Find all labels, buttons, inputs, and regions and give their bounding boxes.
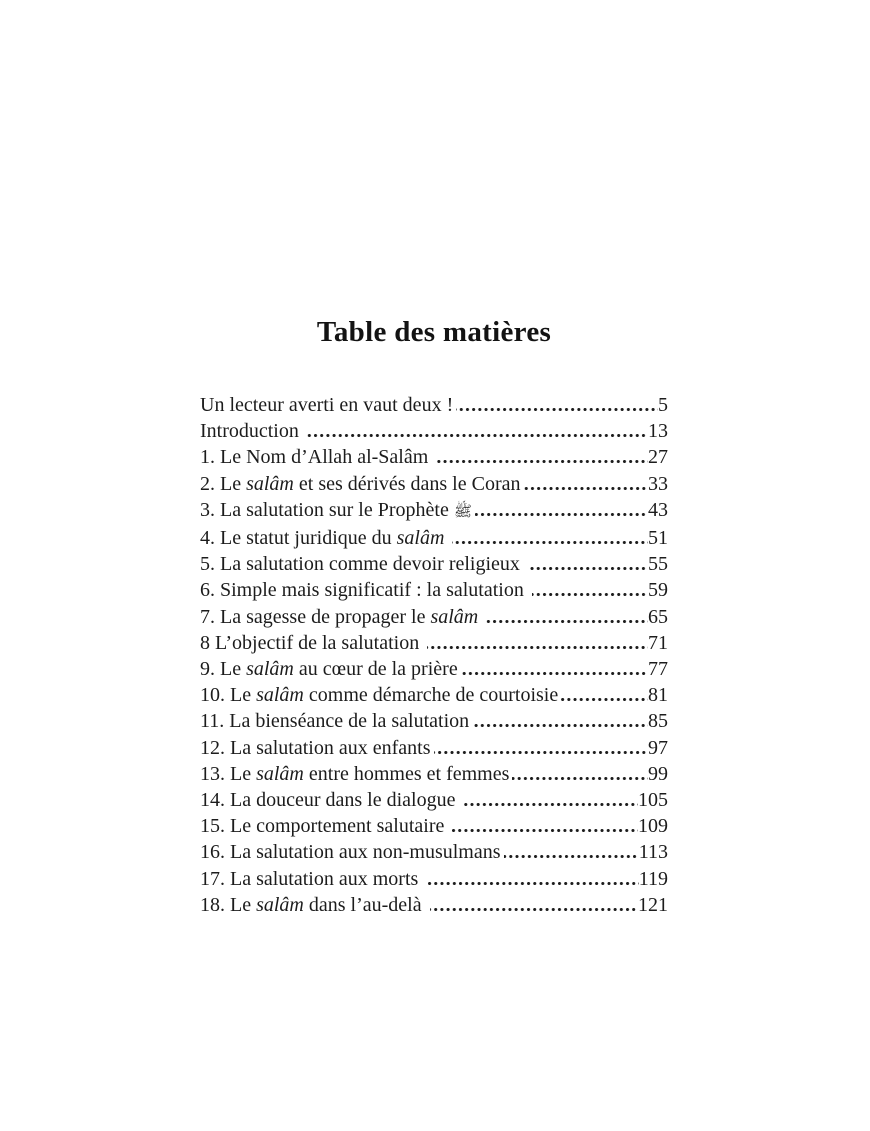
toc-entry <box>200 604 668 630</box>
entry-text <box>200 656 458 682</box>
entry-text <box>200 604 483 630</box>
entry-text-segment: Un lecteur averti en vaut deux ! <box>200 394 454 416</box>
toc-entry <box>200 866 668 892</box>
entry-text-segment: 7. La sagesse de propager le <box>200 605 431 628</box>
entry-text-segment: 3. La salutation sur le Prophète <box>200 498 454 521</box>
page-number: 77 <box>648 658 668 681</box>
toc-entry <box>200 839 668 865</box>
entry-text <box>200 471 521 497</box>
entry-text-segment: 2. Le <box>200 472 247 495</box>
entry-text-segment: Introduction <box>200 420 304 443</box>
entry-text <box>200 866 423 892</box>
entry-text <box>200 630 424 656</box>
entry-text-segment: salâm <box>430 605 479 628</box>
page-number: 59 <box>648 579 668 602</box>
toc-entry <box>200 392 668 418</box>
page-number: 27 <box>648 446 668 469</box>
entry-text-segment: dans l’au-delà <box>303 893 427 916</box>
entry-text-segment: comme démarche de courtoisie <box>303 684 559 707</box>
entry-text-segment: salâm <box>256 684 304 707</box>
entry-text <box>200 787 460 813</box>
entry-text <box>200 577 529 603</box>
entry-text-segment: 5. La salutation comme devoir religieux <box>200 553 525 576</box>
page-number: 5 <box>658 394 668 416</box>
toc-entry <box>200 656 668 682</box>
toc-entry <box>200 551 668 577</box>
toc-entry <box>200 682 668 708</box>
entry-text-segment: salâm <box>246 472 294 495</box>
entry-text-segment: 1. Le Nom d’Allah al-Salâm <box>200 446 434 469</box>
page-number: 85 <box>648 710 668 733</box>
entry-text <box>200 497 472 525</box>
entry-text-segment: salâm <box>256 893 304 916</box>
entry-text-segment: entre hommes et femmes <box>303 762 510 785</box>
entry-text-segment <box>444 527 449 549</box>
prophet-honorific-icon: ﷺ <box>453 503 472 520</box>
page-number: 109 <box>638 815 668 838</box>
page-number: 13 <box>648 420 668 443</box>
entry-text <box>200 444 433 470</box>
entry-text <box>200 525 449 551</box>
entry-text <box>200 813 449 839</box>
entry-text-segment: au cœur de la prière <box>293 658 458 681</box>
entry-text-segment: et ses dérivés dans le Coran <box>293 472 521 495</box>
entry-text <box>200 392 453 418</box>
page-title: Table des matières <box>316 316 552 348</box>
page-number: 55 <box>648 553 668 576</box>
page-number: 119 <box>638 867 668 890</box>
page-number: 33 <box>648 472 668 495</box>
entry-text <box>200 761 509 787</box>
toc-entry <box>200 497 668 525</box>
page-number: 65 <box>648 605 668 628</box>
entry-text-segment: 18. Le <box>200 893 257 916</box>
entry-text-segment: 4. Le statut juridique du <box>200 527 397 550</box>
entry-text-segment: 13. Le <box>200 762 257 785</box>
page-number: 105 <box>638 789 668 812</box>
toc-entry <box>200 708 668 734</box>
entry-text <box>200 708 469 734</box>
entry-text-segment: 8 L’objectif de la salutation <box>200 631 425 654</box>
entry-text-segment: 16. La salutation aux non-musulmans <box>200 841 501 864</box>
page-number: 43 <box>648 498 668 521</box>
entry-text-segment: salâm <box>246 658 294 681</box>
page-number: 97 <box>648 736 668 759</box>
entry-text-segment: 15. Le comportement salutaire <box>200 815 450 838</box>
entry-text <box>200 839 501 865</box>
toc-list <box>200 392 668 918</box>
toc-entry <box>200 787 668 813</box>
entry-text-segment: 11. La bienséance de la salutation <box>200 710 470 733</box>
entry-text-segment: 17. La salutation aux morts <box>200 867 424 890</box>
toc-entry <box>200 630 668 656</box>
page-number: 113 <box>638 841 668 864</box>
entry-text-segment: 14. La douceur dans le dialogue <box>200 789 461 812</box>
page-number: 121 <box>638 893 668 916</box>
entry-text-segment: 6. Simple mais significatif : la salutation <box>200 579 529 602</box>
entry-text <box>200 735 431 761</box>
entry-text-segment: 9. Le <box>200 658 247 681</box>
toc-entry <box>200 444 668 470</box>
page-number: 99 <box>648 762 668 785</box>
toc-entry <box>200 525 668 551</box>
page-number: 51 <box>648 527 668 550</box>
entry-text-segment <box>478 606 483 628</box>
toc-entry <box>200 813 668 839</box>
entry-text <box>200 418 304 444</box>
entry-text-segment: 10. Le <box>200 684 257 707</box>
toc-entry <box>200 418 668 444</box>
page-number: 81 <box>648 684 668 707</box>
entry-text-segment: salâm <box>256 762 304 785</box>
toc-entry <box>200 471 668 497</box>
page-number: 71 <box>648 631 668 654</box>
entry-text-segment: salâm <box>396 527 445 550</box>
toc-entry <box>200 892 668 918</box>
entry-text <box>200 551 525 577</box>
toc-entry <box>200 761 668 787</box>
entry-text <box>200 682 558 708</box>
toc-entry <box>200 577 668 603</box>
entry-text <box>200 892 427 918</box>
entry-text-segment: 12. La salutation aux enfants <box>200 736 431 759</box>
toc-entry <box>200 735 668 761</box>
